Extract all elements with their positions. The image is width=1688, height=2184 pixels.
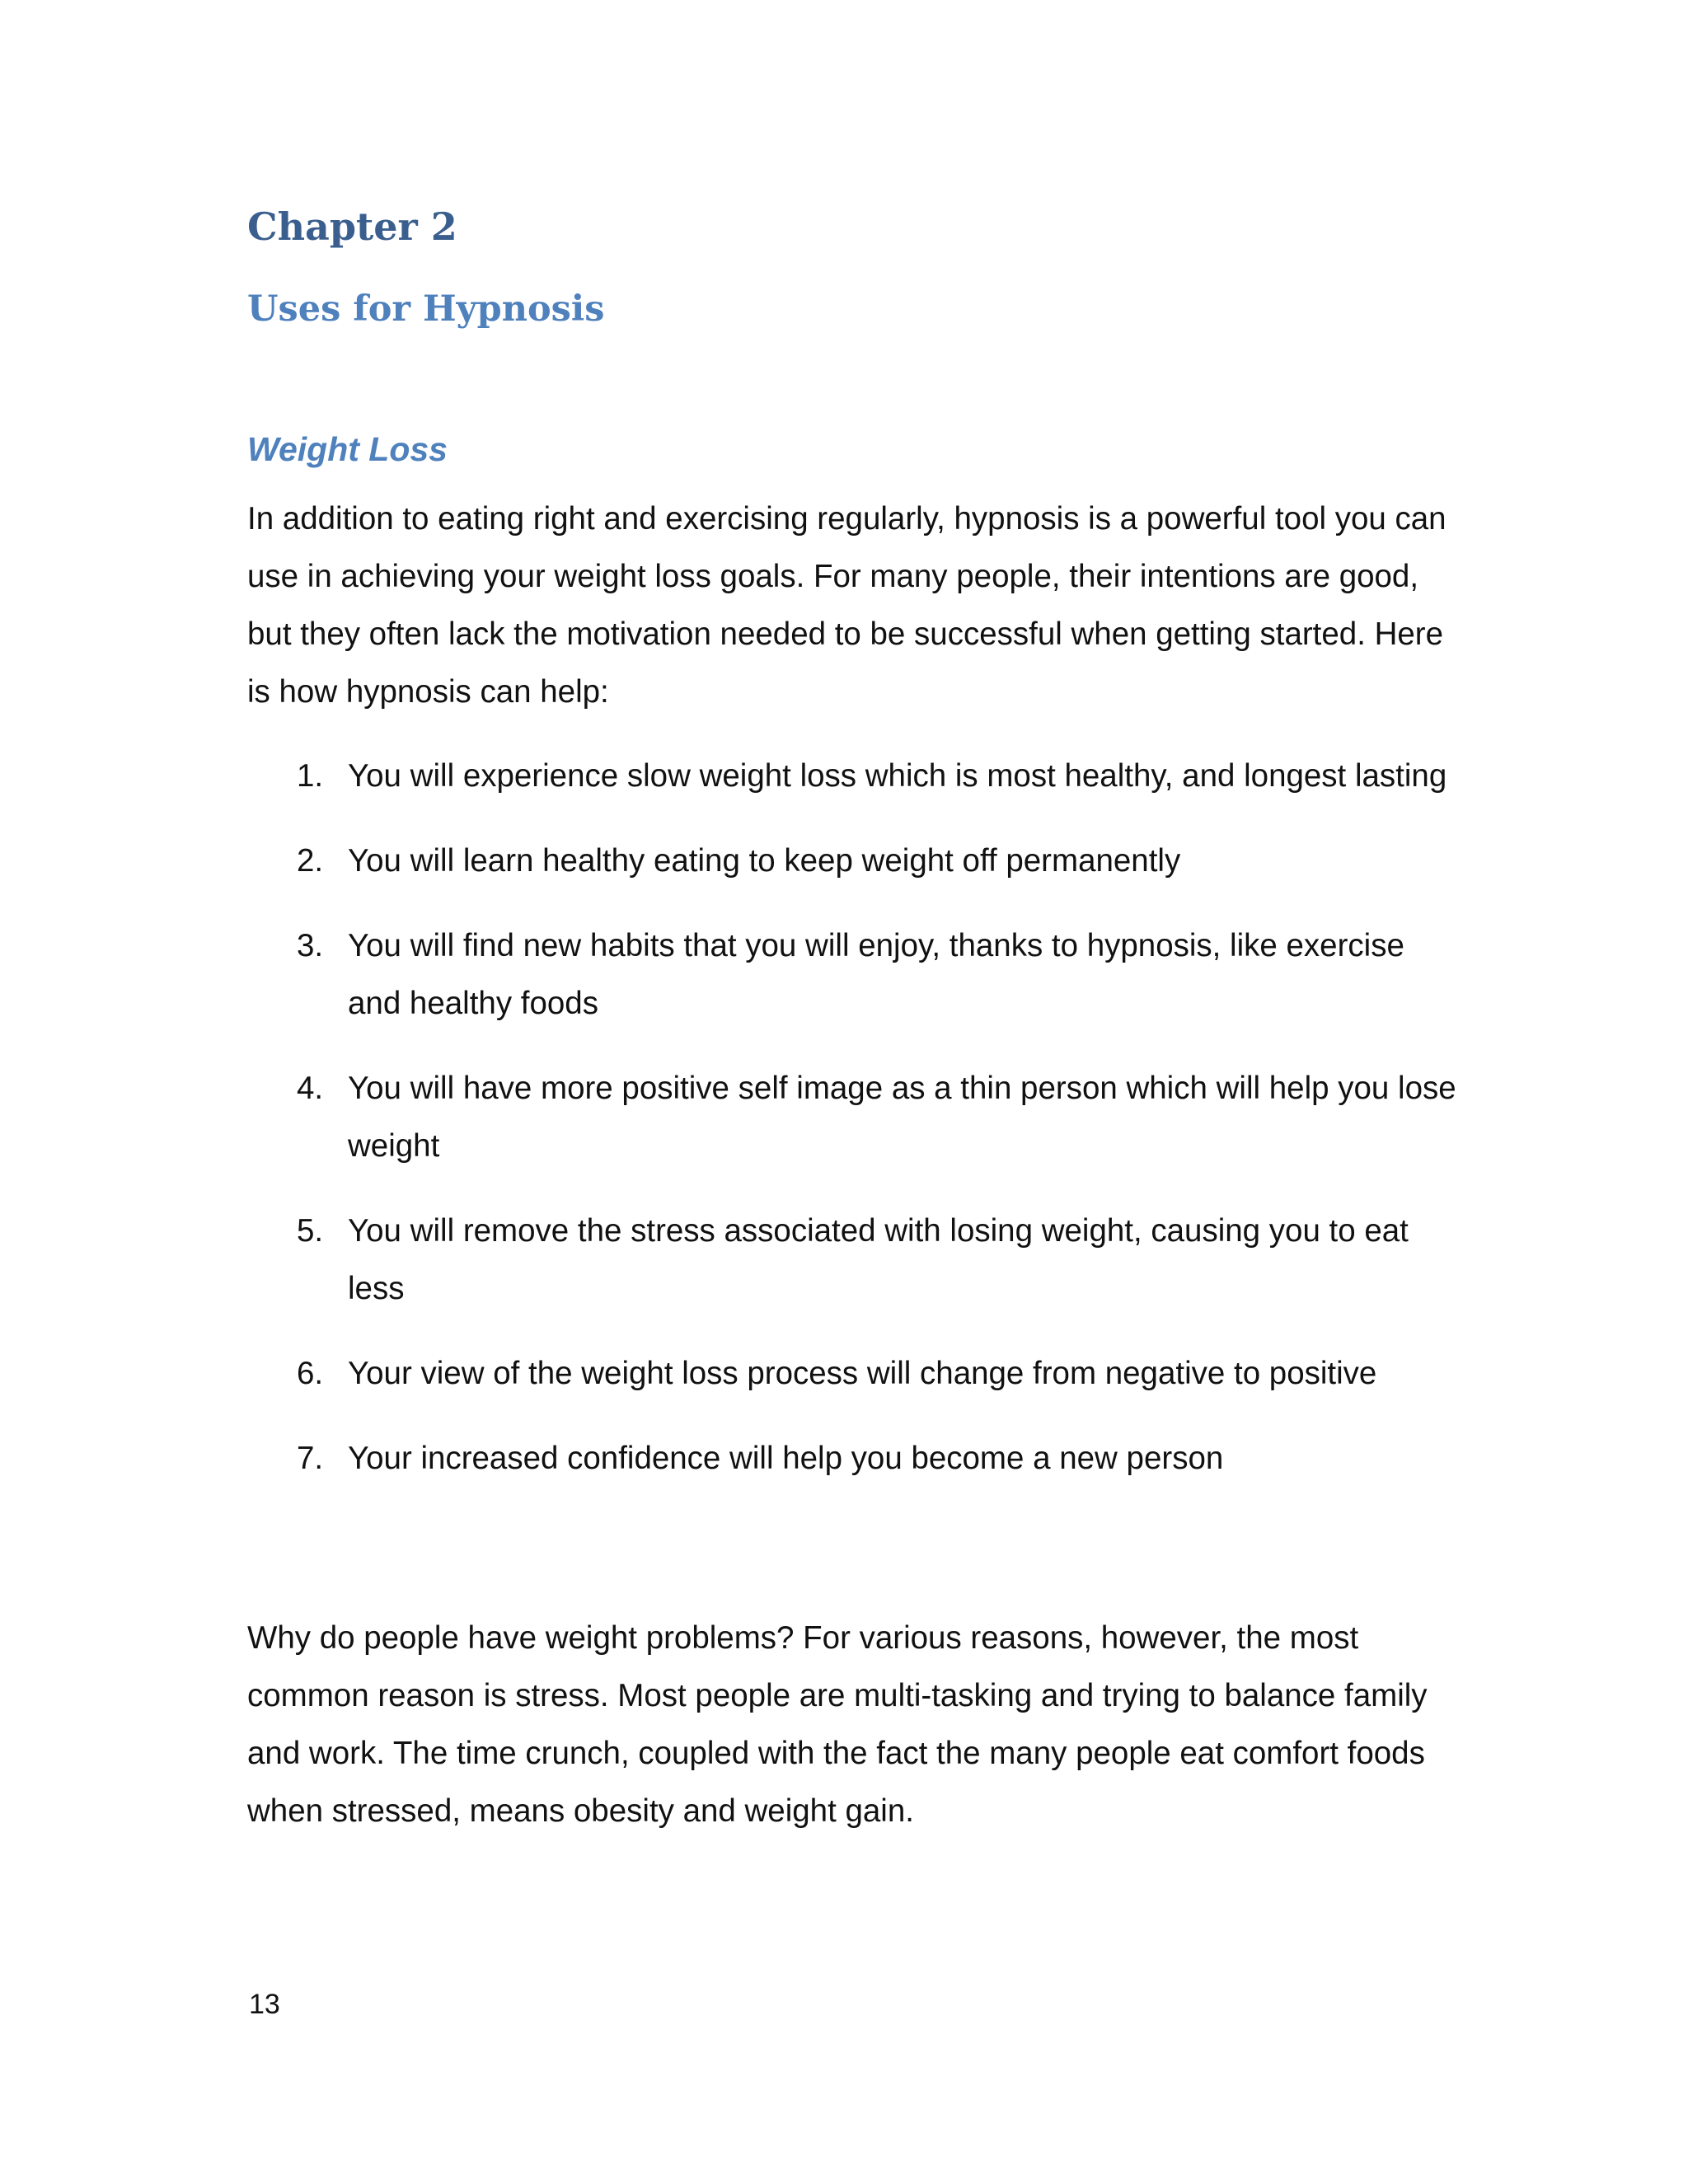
page-number: 13 [249,1989,280,2020]
section-heading: Weight Loss [247,430,448,468]
benefits-list [247,748,1459,1488]
list-item-number: 5. [297,1213,324,1249]
list-item [247,832,1459,890]
list-item-text: Your view of the weight loss process will change from negative to positive [348,1356,1377,1391]
list-item-text: You will remove the stress associated with losing weight, causing you to eat less [348,1213,1409,1306]
list-item [247,917,1459,1033]
list-item [247,1430,1459,1488]
list-item-text: You will learn healthy eating to keep weight off permanently [348,843,1181,879]
page-content [247,198,1459,1840]
intro-paragraph: In addition to eating right and exercising regularly, hypnosis is a powerful tool you can use in achieving your weight loss goals. For many people, their intentions are good, but they often lack the motivation needed to be successful when getting started. Here is how hypnosis can help: [247,501,1447,710]
list-item-text: Your increased confidence will help you become a new person [348,1441,1224,1476]
list-item-number: 1. [297,758,324,794]
chapter-title: Chapter 2 [247,204,457,249]
closing-paragraph: Why do people have weight problems? For various reasons, however, the most common reason is stress. Most people are multi-tasking and trying to balance family and work. The time crunch, coupled with the fact the many people eat comfort foods when stressed, means obesity and weight gain. [247,1620,1428,1829]
list-item-number: 4. [297,1071,324,1106]
list-item-number: 7. [297,1441,324,1476]
list-item-number: 6. [297,1356,324,1391]
list-item [247,1060,1459,1175]
list-item-text: You will have more positive self image as a thin person which will help you lose weight [348,1071,1456,1164]
list-item [247,1345,1459,1403]
list-item-text: You will experience slow weight loss which is most healthy, and longest lasting [348,758,1447,794]
list-item-number: 2. [297,843,324,879]
chapter-subtitle: Uses for Hypnosis [247,288,605,330]
list-item [247,748,1459,805]
list-item [247,1202,1459,1318]
list-item-number: 3. [297,928,324,963]
list-item-text: You will find new habits that you will enjoy, thanks to hypnosis, like exercise and healthy foods [348,928,1404,1021]
